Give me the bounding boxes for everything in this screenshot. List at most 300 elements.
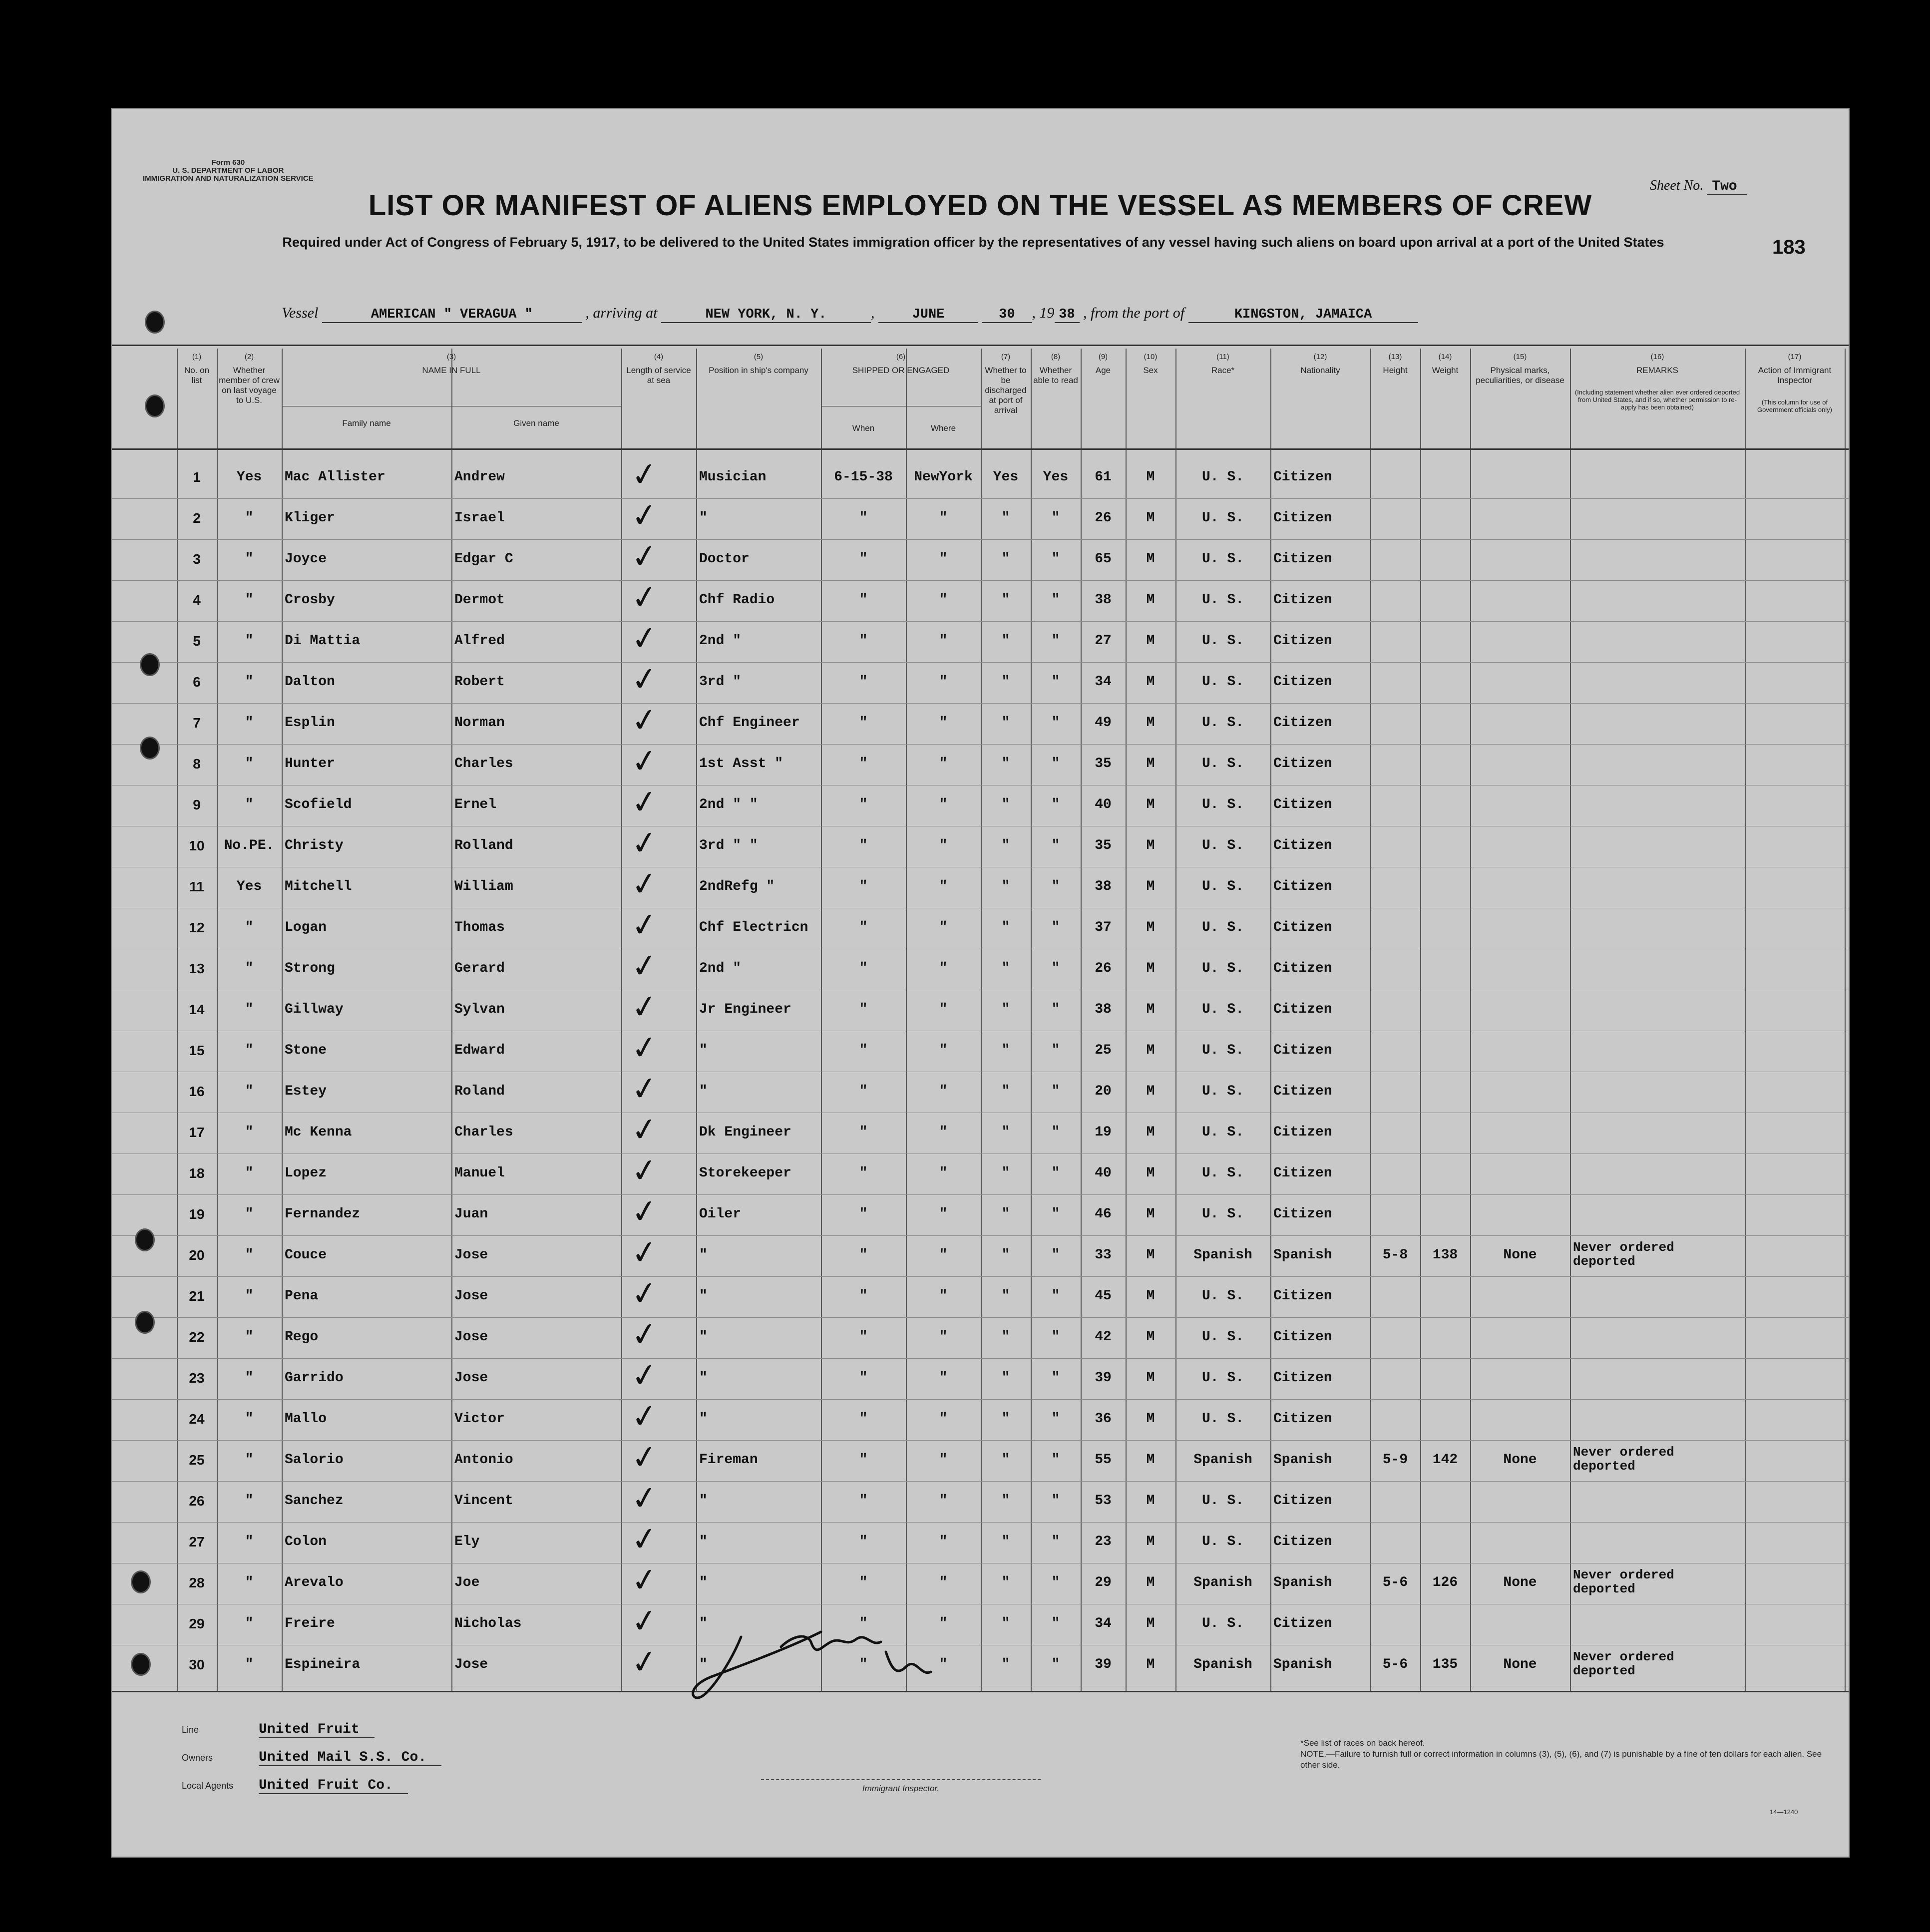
cell-position: " [699, 1657, 708, 1672]
cell-given: Joe [454, 1575, 480, 1590]
cell-nationality: Citizen [1273, 469, 1332, 485]
cell-family: Dalton [285, 674, 335, 690]
cell-sex: M [1146, 1411, 1155, 1427]
cell-no: 14 [189, 1002, 205, 1017]
cell-position: Musician [699, 469, 767, 485]
column-header: Weight [1432, 366, 1459, 375]
cell-last: " [245, 674, 254, 690]
row-rule [112, 1358, 1849, 1359]
cell-given: Alfred [454, 633, 505, 649]
cell-where: " [939, 838, 948, 853]
cell-sex: M [1146, 1657, 1155, 1672]
cell-given: Roland [454, 1084, 505, 1099]
cell-race: U. S. [1201, 961, 1244, 976]
cell-read: " [1051, 715, 1060, 731]
column-header: Physical marks, peculiarities, or disease [1476, 366, 1564, 385]
cell-where: NewYork [914, 469, 973, 485]
column-header: Sex [1143, 366, 1158, 375]
cell-disch: " [1001, 1329, 1010, 1345]
cell-read: " [1051, 1657, 1060, 1672]
cell-read: " [1051, 1125, 1060, 1140]
cell-race: U. S. [1201, 1002, 1244, 1017]
row-rule [112, 1481, 1849, 1482]
cell-no: 11 [189, 879, 204, 894]
cell-last: " [245, 1125, 254, 1140]
cell-when: " [859, 633, 868, 649]
cell-last: " [245, 1370, 254, 1386]
cell-age: 38 [1095, 1002, 1112, 1017]
cell-last: No.PE. [224, 838, 275, 853]
cell-family: Kliger [285, 510, 335, 526]
cell-age: 35 [1095, 838, 1112, 853]
column-header: Length of service at sea [626, 366, 691, 385]
cell-no: 4 [193, 592, 201, 608]
cell-race: U. S. [1201, 1043, 1244, 1058]
cell-family: Hunter [285, 756, 335, 772]
table-row [112, 1437, 1849, 1482]
cell-family: Joyce [285, 551, 327, 567]
cell-read: " [1051, 1452, 1060, 1468]
cell-last: " [245, 1084, 254, 1099]
cell-no: 29 [189, 1616, 205, 1631]
sheet-number-value: Two [1707, 179, 1747, 195]
cell-disch: " [1001, 1493, 1010, 1509]
cell-age: 53 [1095, 1493, 1112, 1509]
cell-disch: " [1001, 1575, 1010, 1590]
cell-race: Spanish [1193, 1575, 1252, 1590]
cell-family: Pena [285, 1288, 319, 1304]
cell-read: " [1051, 756, 1060, 772]
cell-no: 20 [189, 1247, 205, 1263]
table-row [112, 454, 1849, 499]
cell-when: " [859, 756, 868, 772]
column-number: (17) [1788, 353, 1802, 361]
cell-family: Arevalo [285, 1575, 344, 1590]
form-number: Form 630 [211, 158, 245, 167]
cell-family: Christy [285, 838, 344, 853]
checkmark-icon: ✓ [629, 864, 661, 905]
row-rule [112, 1440, 1849, 1441]
cell-where: " [939, 592, 948, 608]
cell-age: 37 [1095, 920, 1112, 935]
cell-no: 16 [189, 1084, 205, 1099]
cell-family: Freire [285, 1616, 335, 1631]
cell-read: " [1051, 1084, 1060, 1099]
column-number: (7) [1001, 353, 1011, 361]
cell-age: 34 [1095, 674, 1112, 690]
checkmark-icon: ✓ [629, 946, 661, 987]
checkmark-icon: ✓ [629, 782, 661, 823]
cell-when: " [859, 592, 868, 608]
table-row [112, 1273, 1849, 1318]
cell-read: " [1051, 633, 1060, 649]
cell-read: " [1051, 920, 1060, 935]
checkmark-icon: ✓ [629, 1273, 661, 1314]
checkmark-icon: ✓ [629, 741, 661, 782]
row-rule [112, 703, 1849, 704]
cell-nationality: Citizen [1273, 1329, 1332, 1345]
row-rule [112, 1317, 1849, 1318]
cell-no: 17 [189, 1125, 205, 1140]
table-row [112, 1560, 1849, 1605]
cell-where: " [939, 1084, 948, 1099]
table-row [112, 1191, 1849, 1236]
cell-when: " [859, 1288, 868, 1304]
cell-given: Vincent [454, 1493, 513, 1509]
sheet-number-label: Sheet No. [1650, 178, 1704, 193]
checkmark-icon: ✓ [629, 1642, 661, 1683]
footer-notes [1300, 1738, 1825, 1771]
checkmark-icon: ✓ [629, 577, 661, 618]
cell-when: " [859, 1165, 868, 1181]
cell-nationality: Citizen [1273, 1125, 1332, 1140]
cell-sex: M [1146, 961, 1155, 976]
cell-family: Logan [285, 920, 327, 935]
table-row [112, 1355, 1849, 1400]
cell-last: " [245, 756, 254, 772]
cell-no: 6 [193, 674, 201, 690]
agents-label: Local Agents [182, 1781, 234, 1791]
cell-given: Antonio [454, 1452, 513, 1468]
cell-position: Doctor [699, 551, 750, 567]
cell-family: Lopez [285, 1165, 327, 1181]
cell-nationality: Citizen [1273, 674, 1332, 690]
line-label: Line [182, 1725, 199, 1735]
cell-marks: None [1503, 1657, 1537, 1672]
cell-sex: M [1146, 1370, 1155, 1386]
print-code: 14—1240 [1770, 1808, 1798, 1816]
cell-race: U. S. [1201, 510, 1244, 526]
cell-sex: M [1146, 1575, 1155, 1590]
cell-where: " [939, 1165, 948, 1181]
service-name: IMMIGRATION AND NATURALIZATION SERVICE [143, 174, 314, 183]
cell-when: " [859, 1616, 868, 1631]
table-row [112, 1151, 1849, 1195]
cell-disch: " [1001, 510, 1010, 526]
column-subheader: Family name [342, 418, 391, 428]
cell-given: Sylvan [454, 1002, 505, 1017]
binder-hole [135, 1311, 155, 1334]
vessel-label: Vessel [282, 305, 319, 321]
cell-sex: M [1146, 551, 1155, 567]
cell-no: 2 [193, 510, 201, 526]
column-number: (4) [654, 353, 664, 361]
cell-sex: M [1146, 674, 1155, 690]
checkmark-icon: ✓ [629, 1519, 661, 1560]
cell-where: " [939, 1206, 948, 1222]
cell-when: " [859, 1493, 868, 1509]
binder-hole [131, 1653, 151, 1676]
cell-race: U. S. [1201, 715, 1244, 731]
arriving-label: , arriving at [585, 305, 658, 321]
cell-sex: M [1146, 1329, 1155, 1345]
table-row [112, 1232, 1849, 1277]
cell-race: U. S. [1201, 1493, 1244, 1509]
cell-family: Espineira [285, 1657, 361, 1672]
cell-given: Israel [454, 510, 505, 526]
cell-when: " [859, 1329, 868, 1345]
checkmark-icon: ✓ [629, 1028, 661, 1069]
cell-family: Mc Kenna [285, 1125, 352, 1140]
cell-height: 5-6 [1382, 1575, 1408, 1590]
cell-sex: M [1146, 1288, 1155, 1304]
remarks-subheader: (Including statement whether alien ever ordered deported from United States, and if so, whether permission to re-apply has been obtained) [1574, 388, 1740, 411]
cell-last: " [245, 920, 254, 935]
cell-family: Salorio [285, 1452, 344, 1468]
cell-when: " [859, 1575, 868, 1590]
cell-disch: " [1001, 1002, 1010, 1017]
cell-remarks: Never ordered deported [1573, 1649, 1674, 1678]
cell-read: " [1051, 838, 1060, 853]
table-row [112, 741, 1849, 786]
cell-no: 28 [189, 1575, 205, 1590]
cell-sex: M [1146, 633, 1155, 649]
cell-age: 65 [1095, 551, 1112, 567]
cell-family: Mallo [285, 1411, 327, 1427]
cell-given: Jose [454, 1370, 488, 1386]
cell-nationality: Citizen [1273, 1493, 1332, 1509]
column-header: Whether member of crew on last voyage to U.S. [219, 366, 280, 405]
cell-when: " [859, 1452, 868, 1468]
footer-left [182, 1722, 781, 1806]
row-rule [112, 580, 1849, 581]
table-row [112, 864, 1849, 909]
table-row [112, 1028, 1849, 1073]
inspector-line [761, 1779, 1041, 1794]
cell-last: " [245, 1534, 254, 1549]
cell-position: " [699, 1329, 708, 1345]
cell-position: " [699, 1084, 708, 1099]
cell-position: 3rd " [699, 674, 742, 690]
cell-no: 23 [189, 1370, 205, 1386]
cell-sex: M [1146, 1534, 1155, 1549]
cell-sex: M [1146, 715, 1155, 731]
cell-age: 38 [1095, 592, 1112, 608]
department-name: U. S. DEPARTMENT OF LABOR [172, 166, 284, 175]
cell-race: U. S. [1201, 469, 1244, 485]
arrival-port: NEW YORK, N. Y. [661, 307, 871, 323]
crew-table [112, 349, 1849, 1697]
cell-disch: " [1001, 961, 1010, 976]
column-subheader: When [852, 423, 875, 433]
cell-nationality: Citizen [1273, 592, 1332, 608]
cell-where: " [939, 879, 948, 894]
vessel-name: AMERICAN " VERAGUA " [322, 307, 582, 323]
table-row [112, 1478, 1849, 1523]
cell-nationality: Citizen [1273, 1084, 1332, 1099]
cell-no: 25 [189, 1452, 205, 1468]
cell-when: " [859, 1043, 868, 1058]
cell-read: " [1051, 1534, 1060, 1549]
column-header: Whether able to read [1033, 366, 1078, 385]
cell-race: U. S. [1201, 879, 1244, 894]
table-row [112, 495, 1849, 540]
cell-race: U. S. [1201, 674, 1244, 690]
checkmark-icon: ✓ [629, 1232, 661, 1273]
cell-position: 2nd " [699, 633, 742, 649]
cell-when: " [859, 1370, 868, 1386]
action-subheader: (This column for use of Government officials only) [1757, 398, 1833, 413]
cell-age: 40 [1095, 1165, 1112, 1181]
cell-nationality: Citizen [1273, 1288, 1332, 1304]
checkmark-icon: ✓ [629, 659, 661, 700]
cell-last: " [245, 1288, 254, 1304]
cell-when: " [859, 797, 868, 812]
manifest-sheet [111, 108, 1850, 1858]
cell-family: Fernandez [285, 1206, 361, 1222]
cell-marks: None [1503, 1247, 1537, 1263]
table-row [112, 1069, 1849, 1114]
cell-where: " [939, 1329, 948, 1345]
cell-where: " [939, 715, 948, 731]
cell-last: " [245, 1493, 254, 1509]
cell-last: " [245, 1206, 254, 1222]
cell-no: 27 [189, 1534, 205, 1549]
column-header: Whether to be discharged at port of arrival [985, 366, 1027, 415]
cell-where: " [939, 797, 948, 812]
table-row [112, 1110, 1849, 1155]
cell-position: 1st Asst " [699, 756, 783, 772]
cell-nationality: Citizen [1273, 756, 1332, 772]
year-prefix: 19 [1039, 305, 1055, 321]
cell-disch: " [1001, 592, 1010, 608]
column-subheader: Given name [513, 418, 559, 428]
cell-given: Jose [454, 1657, 488, 1672]
column-number: (10) [1144, 353, 1158, 361]
row-rule [112, 1399, 1849, 1400]
cell-last: " [245, 1043, 254, 1058]
column-header: REMARKS [1636, 366, 1679, 375]
cell-when: " [859, 1084, 868, 1099]
cell-where: " [939, 551, 948, 567]
cell-read: " [1051, 551, 1060, 567]
cell-read: " [1051, 1616, 1060, 1631]
cell-last: " [245, 1247, 254, 1263]
cell-position: " [699, 1616, 708, 1631]
cell-position: 2ndRefg " [699, 879, 775, 894]
table-row [112, 700, 1849, 745]
row-rule [112, 744, 1849, 745]
cell-sex: M [1146, 1125, 1155, 1140]
cell-race: U. S. [1201, 1411, 1244, 1427]
checkmark-icon: ✓ [629, 1069, 661, 1110]
cell-when: " [859, 1534, 868, 1549]
checkmark-icon: ✓ [629, 1355, 661, 1396]
cell-position: 3rd " " [699, 838, 758, 853]
cell-race: U. S. [1201, 1534, 1244, 1549]
cell-race: Spanish [1193, 1247, 1252, 1263]
binder-hole [140, 653, 160, 676]
cell-no: 30 [189, 1657, 205, 1672]
cell-given: Gerard [454, 961, 505, 976]
cell-last: " [245, 1002, 254, 1017]
table-row [112, 536, 1849, 581]
table-row [112, 618, 1849, 663]
cell-when: " [859, 551, 868, 567]
cell-disch: " [1001, 1657, 1010, 1672]
cell-nationality: Citizen [1273, 1206, 1332, 1222]
cell-when: " [859, 715, 868, 731]
cell-age: 39 [1095, 1657, 1112, 1672]
agents-value: United Fruit Co. [259, 1778, 408, 1794]
cell-when: " [859, 1125, 868, 1140]
cell-given: Dermot [454, 592, 505, 608]
cell-family: Stone [285, 1043, 327, 1058]
table-row [112, 1314, 1849, 1359]
cell-read: " [1051, 510, 1060, 526]
checkmark-icon: ✓ [629, 823, 661, 864]
cell-age: 19 [1095, 1125, 1112, 1140]
column-number: (16) [1650, 353, 1664, 361]
cell-given: Ernel [454, 797, 497, 812]
cell-nationality: Spanish [1273, 1657, 1332, 1672]
column-header: Nationality [1300, 366, 1340, 375]
cell-no: 12 [189, 920, 205, 935]
cell-given: Rolland [454, 838, 513, 853]
cell-last: " [245, 1165, 254, 1181]
checkmark-icon: ✓ [629, 1151, 661, 1191]
cell-read: Yes [1043, 469, 1069, 485]
cell-position: Dk Engineer [699, 1125, 791, 1140]
checkmark-icon: ✓ [629, 987, 661, 1028]
cell-nationality: Spanish [1273, 1452, 1332, 1468]
cell-age: 26 [1095, 510, 1112, 526]
cell-last: " [245, 510, 254, 526]
cell-disch: Yes [993, 469, 1019, 485]
cell-race: U. S. [1201, 1206, 1244, 1222]
cell-where: " [939, 674, 948, 690]
checkmark-icon: ✓ [629, 1478, 661, 1519]
cell-age: 20 [1095, 1084, 1112, 1099]
races-note: *See list of races on back hereof. [1300, 1738, 1425, 1748]
cell-family: Estey [285, 1084, 327, 1099]
cell-when: " [859, 879, 868, 894]
cell-age: 39 [1095, 1370, 1112, 1386]
column-header: Action of Immigrant Inspector [1758, 366, 1832, 385]
cell-sex: M [1146, 1616, 1155, 1631]
cell-nationality: Spanish [1273, 1247, 1332, 1263]
cell-nationality: Citizen [1273, 510, 1332, 526]
cell-race: U. S. [1201, 633, 1244, 649]
cell-age: 35 [1095, 756, 1112, 772]
cell-position: Oiler [699, 1206, 742, 1222]
checkmark-icon: ✓ [629, 454, 661, 495]
cell-position: Chf Radio [699, 592, 775, 608]
cell-race: U. S. [1201, 797, 1244, 812]
cell-position: Fireman [699, 1452, 758, 1468]
cell-read: " [1051, 674, 1060, 690]
column-number: (9) [1098, 353, 1108, 361]
cell-sex: M [1146, 469, 1155, 485]
cell-nationality: Spanish [1273, 1575, 1332, 1590]
cell-nationality: Citizen [1273, 715, 1332, 731]
cell-position: " [699, 1370, 708, 1386]
cell-where: " [939, 756, 948, 772]
cell-read: " [1051, 1043, 1060, 1058]
cell-age: 33 [1095, 1247, 1112, 1263]
cell-where: " [939, 1125, 948, 1140]
cell-no: 18 [189, 1165, 205, 1181]
cell-sex: M [1146, 920, 1155, 935]
checkmark-icon: ✓ [629, 618, 661, 659]
cell-where: " [939, 1616, 948, 1631]
form-subtitle: Required under Act of Congress of February 5, 1917, to be delivered to the United States immigration officer by the representatives of any vessel having such aliens on board upon arrival at a port of the United States [282, 235, 1664, 250]
cell-where: " [939, 1002, 948, 1017]
column-number: (12) [1313, 353, 1327, 361]
cell-weight: 142 [1432, 1452, 1458, 1468]
cell-disch: " [1001, 1206, 1010, 1222]
cell-where: " [939, 1247, 948, 1263]
